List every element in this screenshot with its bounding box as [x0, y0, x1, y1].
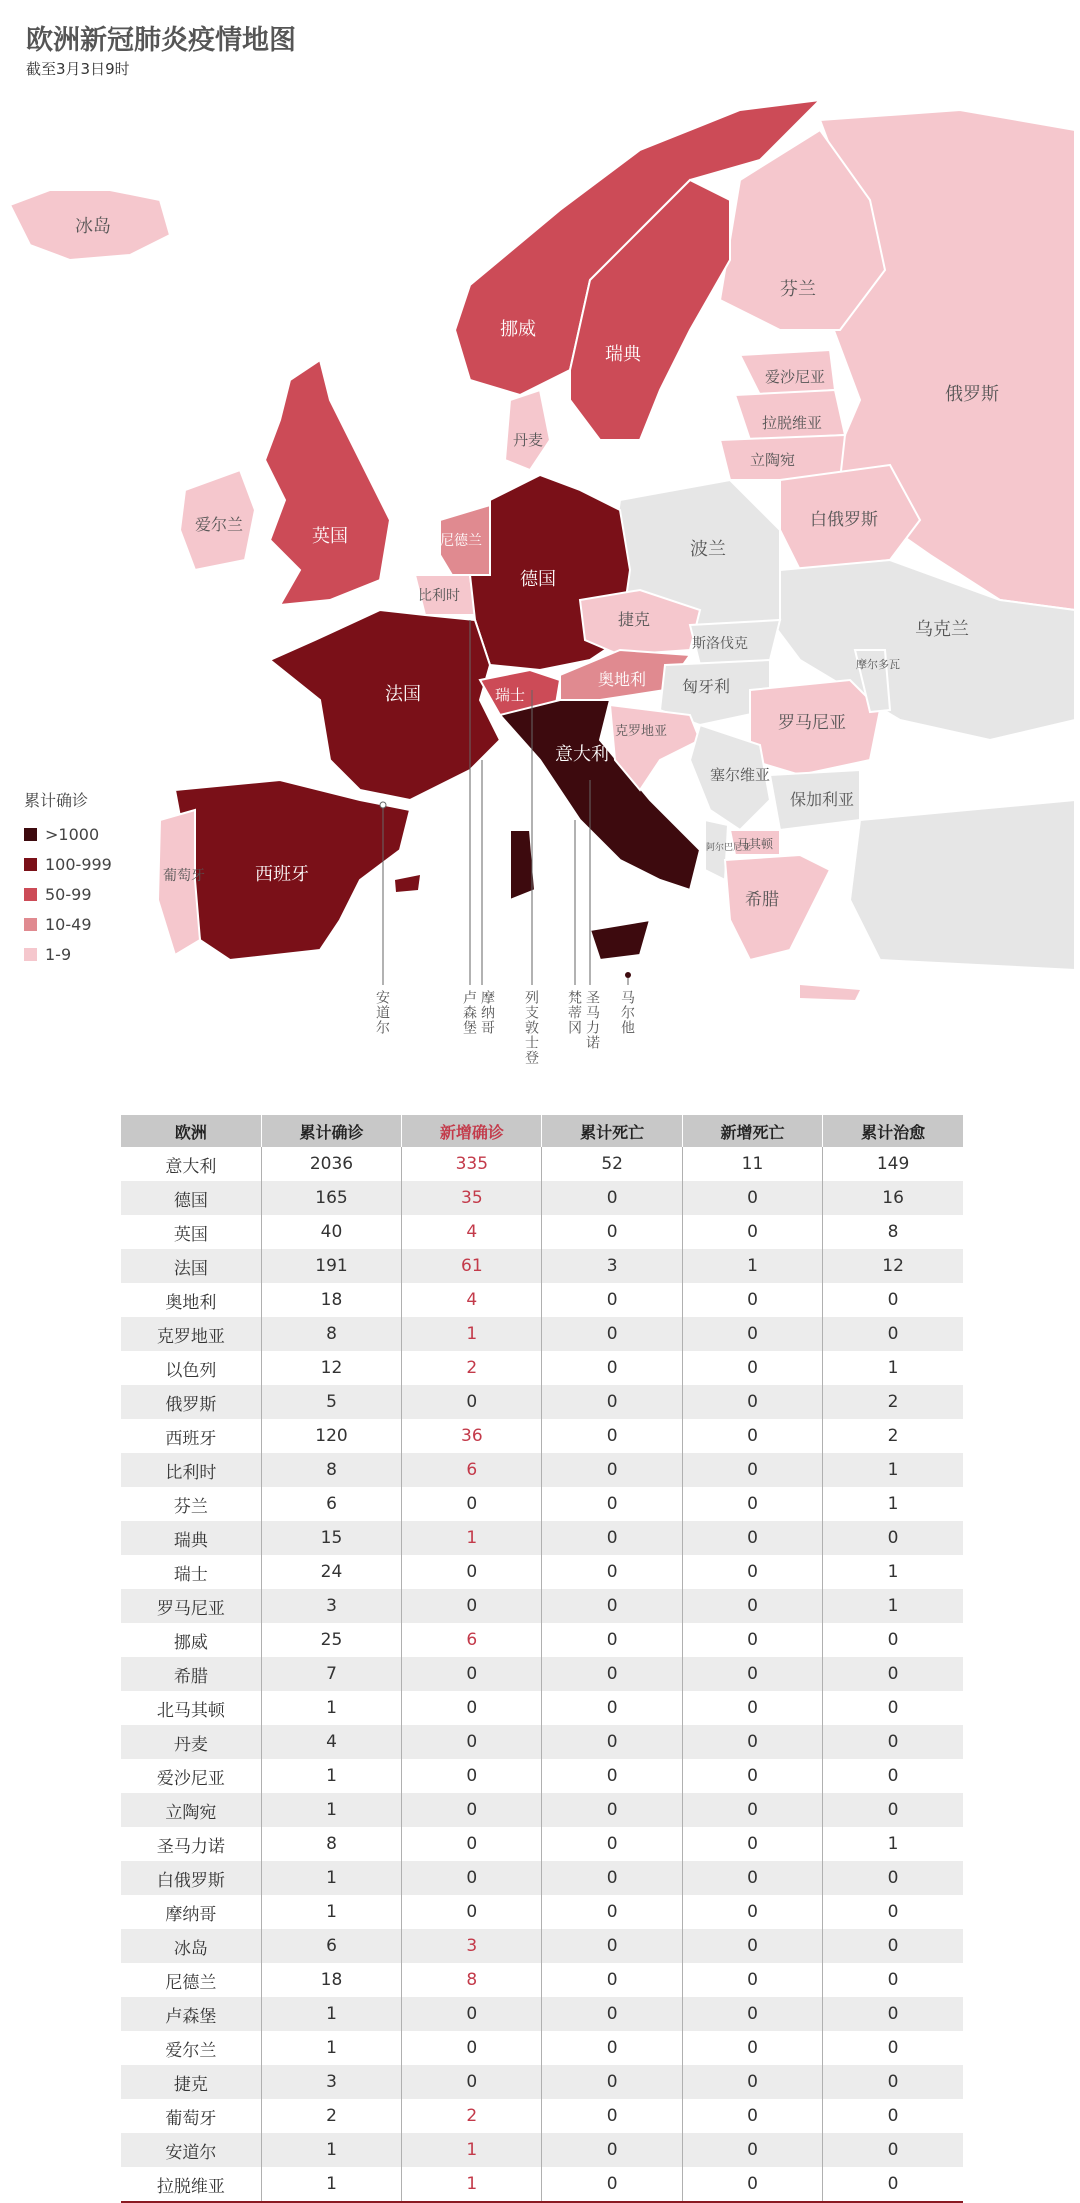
table-cell: 0	[402, 1895, 542, 1929]
table-cell: 0	[682, 1521, 822, 1555]
label-norway: 挪威	[500, 319, 536, 340]
col-header-total-confirmed: 累计确诊	[261, 1115, 401, 1147]
table-cell: 0	[542, 1419, 682, 1453]
table-row	[121, 1793, 963, 1827]
table-cell: 0	[887, 2106, 899, 2126]
legend-swatch	[24, 918, 37, 931]
table-row	[121, 1419, 963, 1453]
table-row	[121, 1691, 963, 1725]
table-cell: 0	[542, 2133, 682, 2167]
table-cell: 0	[542, 1929, 682, 1963]
callout-liechtenstein: 列支敦士登	[523, 990, 539, 1065]
label-moldova: 摩尔多瓦	[856, 658, 900, 671]
table-row	[121, 1147, 963, 1181]
table-cell: 0	[682, 1215, 822, 1249]
table-cell: 1	[261, 1895, 401, 1929]
table-cell: 0	[682, 1861, 822, 1895]
table-cell: 克罗地亚	[121, 1317, 261, 1351]
table-cell: 8	[261, 1317, 401, 1351]
table-cell: 丹麦	[121, 1725, 261, 1759]
table-cell: 0	[682, 2099, 822, 2133]
table-cell: 瑞士	[121, 1555, 261, 1589]
cases-table-wrap	[121, 1115, 963, 2203]
table-cell: 0	[542, 2031, 682, 2065]
table-row	[121, 1725, 963, 1759]
label-croatia: 克罗地亚	[615, 724, 668, 739]
table-cell: 0	[823, 1793, 963, 1827]
table-cell: 0	[682, 1793, 822, 1827]
table-cell: 0	[682, 1929, 822, 1963]
table-cell: 0	[823, 1657, 963, 1691]
table-cell: 0	[542, 1317, 682, 1351]
table-cell: 36	[402, 1419, 542, 1453]
legend-item-1000	[24, 819, 112, 849]
table-cell: 0	[542, 1827, 682, 1861]
table-row	[121, 1487, 963, 1521]
label-lithuania: 立陶宛	[750, 451, 796, 469]
table-cell: 0	[542, 1181, 682, 1215]
table-cell: 0	[823, 1317, 963, 1351]
label-romania: 罗马尼亚	[778, 713, 846, 733]
callout-vatican: 梵蒂冈	[566, 990, 582, 1035]
region-sicily	[590, 920, 650, 960]
table-row	[121, 1997, 963, 2031]
label-poland: 波兰	[690, 539, 726, 560]
label-belarus: 白俄罗斯	[810, 510, 878, 530]
table-cell: 1	[887, 1834, 899, 1854]
table-cell: 1	[261, 1793, 401, 1827]
table-cell: 1	[261, 1997, 401, 2031]
legend-item-100	[24, 849, 112, 879]
table-cell: 3	[261, 1589, 401, 1623]
table-cell: 0	[682, 2031, 822, 2065]
table-cell: 2	[823, 1385, 963, 1419]
table-cell: 2	[887, 1426, 899, 1446]
table-cell: 0	[402, 1759, 542, 1793]
table-row	[121, 1963, 963, 1997]
table-cell: 瑞典	[121, 1521, 261, 1555]
table-row	[121, 2099, 963, 2133]
table-cell: 罗马尼亚	[121, 1589, 261, 1623]
table-cell: 335	[402, 1147, 542, 1181]
callout-san-marino: 圣马力诺	[584, 990, 600, 1050]
table-cell: 0	[682, 1827, 822, 1861]
table-row	[121, 1521, 963, 1555]
table-cell: 法国	[121, 1249, 261, 1283]
label-albania: 阿尔巴尼亚	[706, 843, 752, 853]
label-slovakia: 斯洛伐克	[692, 636, 748, 652]
legend-title: 累计确诊	[24, 791, 89, 810]
table-cell: 0	[402, 2031, 542, 2065]
table-cell: 0	[823, 1929, 963, 1963]
table-cell: 爱尔兰	[121, 2031, 261, 2065]
label-portugal: 葡萄牙	[163, 868, 205, 884]
table-row	[121, 1929, 963, 1963]
label-sweden: 瑞典	[605, 344, 641, 365]
table-cell: 1	[261, 2031, 401, 2065]
table-cell: 0	[682, 1555, 822, 1589]
table-cell: 0	[402, 2065, 542, 2099]
table-cell: 3	[402, 1929, 542, 1963]
label-belgium: 比利时	[418, 588, 460, 604]
table-cell: 0	[682, 1623, 822, 1657]
table-cell: 0	[542, 1623, 682, 1657]
legend-label: 10-49	[45, 914, 92, 934]
table-cell: 以色列	[121, 1351, 261, 1385]
table-cell: 0	[542, 1691, 682, 1725]
table-cell: 0	[542, 1521, 682, 1555]
table-cell: 拉脱维亚	[121, 2167, 261, 2202]
table-cell: 0	[542, 1657, 682, 1691]
table-cell: 0	[682, 1453, 822, 1487]
table-cell: 0	[402, 1589, 542, 1623]
table-cell: 卢森堡	[121, 1997, 261, 2031]
legend-item-50	[24, 879, 112, 909]
table-cell: 8	[887, 1222, 899, 1242]
table-cell: 摩纳哥	[121, 1895, 261, 1929]
table-cell: 2	[261, 2099, 401, 2133]
table-row	[121, 1555, 963, 1589]
table-cell: 安道尔	[121, 2133, 261, 2167]
table-cell: 0	[887, 1698, 899, 1718]
table-cell: 1	[402, 2167, 542, 2202]
table-cell: 0	[542, 1589, 682, 1623]
table-cell: 0	[542, 1385, 682, 1419]
table-row	[121, 2133, 963, 2167]
page-title: 欧洲新冠肺炎疫情地图	[26, 25, 296, 56]
table-cell: 15	[261, 1521, 401, 1555]
table-cell: 0	[542, 1793, 682, 1827]
legend-swatch	[24, 858, 37, 871]
table-cell: 0	[823, 2065, 963, 2099]
table-cell: 0	[887, 1630, 899, 1650]
table-cell: 52	[542, 1147, 682, 1181]
callout-malta: 马尔他	[619, 990, 635, 1035]
table-cell: 3	[261, 2065, 401, 2099]
col-header-region: 欧洲	[121, 1115, 261, 1147]
table-cell: 0	[682, 1725, 822, 1759]
region-balearic	[395, 875, 420, 892]
label-austria: 奥地利	[598, 670, 647, 689]
table-cell: 0	[823, 1521, 963, 1555]
table-cell: 1	[261, 1691, 401, 1725]
table-cell: 0	[823, 2133, 963, 2167]
table-cell: 0	[542, 1861, 682, 1895]
table-row	[121, 1453, 963, 1487]
legend-label: 100-999	[45, 854, 112, 874]
region-turkey	[850, 800, 1075, 970]
table-cell: 俄罗斯	[121, 1385, 261, 1419]
table-cell: 12	[823, 1249, 963, 1283]
label-russia: 俄罗斯	[945, 384, 999, 405]
label-hungary: 匈牙利	[682, 677, 731, 696]
table-cell: 0	[682, 1317, 822, 1351]
table-row	[121, 1623, 963, 1657]
table-cell: 0	[542, 1997, 682, 2031]
region-uk	[265, 360, 390, 605]
table-cell: 0	[402, 1997, 542, 2031]
label-bulgaria: 保加利亚	[790, 790, 855, 809]
table-cell: 德国	[121, 1181, 261, 1215]
table-cell: 0	[682, 1181, 822, 1215]
table-cell: 西班牙	[121, 1419, 261, 1453]
table-cell: 0	[887, 1970, 899, 1990]
table-row	[121, 1215, 963, 1249]
table-cell: 意大利	[121, 1147, 261, 1181]
table-cell: 120	[261, 1419, 401, 1453]
table-cell: 25	[261, 1623, 401, 1657]
table-cell: 立陶宛	[121, 1793, 261, 1827]
table-cell: 1	[261, 2133, 401, 2167]
table-cell: 0	[542, 1453, 682, 1487]
table-cell: 1	[402, 1317, 542, 1351]
table-cell: 0	[823, 1861, 963, 1895]
table-cell: 1	[823, 1453, 963, 1487]
europe-map	[0, 80, 1080, 1080]
table-row	[121, 1895, 963, 1929]
table-cell: 61	[402, 1249, 542, 1283]
table-cell: 8	[261, 1827, 401, 1861]
table-cell: 6	[402, 1453, 542, 1487]
region-sardinia	[510, 830, 535, 900]
table-row	[121, 1657, 963, 1691]
callout-luxembourg: 卢森堡	[461, 990, 477, 1035]
table-cell: 0	[682, 1657, 822, 1691]
andorra-marker	[380, 802, 386, 808]
col-header-new-confirmed: 新增确诊	[402, 1115, 542, 1147]
table-cell: 0	[402, 1725, 542, 1759]
table-cell: 0	[542, 1215, 682, 1249]
label-italy: 意大利	[555, 744, 609, 765]
legend-swatch	[24, 948, 37, 961]
legend-label: >1000	[45, 824, 100, 844]
table-cell: 芬兰	[121, 1487, 261, 1521]
legend-item-1	[24, 939, 112, 969]
table-row	[121, 1759, 963, 1793]
table-cell: 0	[887, 1290, 899, 1310]
table-cell: 0	[682, 1419, 822, 1453]
table-cell: 葡萄牙	[121, 2099, 261, 2133]
label-ukraine: 乌克兰	[915, 619, 969, 640]
table-cell: 149	[876, 1154, 910, 1174]
label-germany: 德国	[520, 569, 556, 590]
callout-monaco: 摩纳哥	[479, 990, 495, 1035]
table-cell: 0	[542, 1283, 682, 1317]
table-cell: 1	[682, 1249, 822, 1283]
callout-andorra: 安道尔	[374, 990, 390, 1035]
table-row	[121, 1317, 963, 1351]
label-netherlands: 尼德兰	[440, 533, 482, 549]
table-cell: 0	[542, 2167, 682, 2202]
table-cell: 1	[261, 1861, 401, 1895]
table-cell: 1	[402, 2133, 542, 2167]
table-row	[121, 2167, 963, 2202]
label-switzerland: 瑞士	[495, 686, 526, 704]
table-header-row	[121, 1115, 963, 1147]
table-cell: 1	[887, 1562, 899, 1582]
table-cell: 0	[402, 1657, 542, 1691]
table-cell: 0	[402, 1861, 542, 1895]
table-cell: 0	[823, 1997, 963, 2031]
table-cell: 0	[682, 1963, 822, 1997]
table-cell: 8	[261, 1453, 401, 1487]
table-row	[121, 1861, 963, 1895]
label-estonia: 爱沙尼亚	[765, 368, 826, 386]
label-denmark: 丹麦	[513, 431, 544, 449]
label-latvia: 拉脱维亚	[762, 414, 823, 432]
table-cell: 0	[682, 1895, 822, 1929]
table-cell: 0	[542, 2065, 682, 2099]
table-cell: 爱沙尼亚	[121, 1759, 261, 1793]
region-denmark	[505, 390, 550, 470]
table-cell: 0	[402, 1691, 542, 1725]
table-cell: 18	[261, 1963, 401, 1997]
table-cell: 0	[682, 1759, 822, 1793]
region-malta	[625, 972, 631, 978]
table-row	[121, 1589, 963, 1623]
table-row	[121, 1181, 963, 1215]
label-spain: 西班牙	[255, 864, 309, 885]
table-cell: 5	[261, 1385, 401, 1419]
label-serbia: 塞尔维亚	[710, 766, 771, 784]
table-cell: 北马其顿	[121, 1691, 261, 1725]
table-cell: 4	[402, 1215, 542, 1249]
table-cell: 0	[402, 1827, 542, 1861]
legend-item-10	[24, 909, 112, 939]
table-cell: 挪威	[121, 1623, 261, 1657]
table-cell: 191	[261, 1249, 401, 1283]
table-cell: 2036	[261, 1147, 401, 1181]
table-cell: 1	[402, 1521, 542, 1555]
table-cell: 希腊	[121, 1657, 261, 1691]
table-cell: 0	[682, 2133, 822, 2167]
table-cell: 0	[542, 2099, 682, 2133]
table-cell: 6	[402, 1623, 542, 1657]
table-cell: 35	[402, 1181, 542, 1215]
table-row	[121, 2065, 963, 2099]
table-cell: 0	[542, 1555, 682, 1589]
table-cell: 白俄罗斯	[121, 1861, 261, 1895]
table-cell: 0	[887, 2038, 899, 2058]
legend-label: 50-99	[45, 884, 92, 904]
table-cell: 4	[402, 1283, 542, 1317]
col-header-total-deaths: 累计死亡	[542, 1115, 682, 1147]
label-ireland: 爱尔兰	[195, 515, 244, 534]
label-czech: 捷克	[618, 610, 651, 629]
table-cell: 0	[682, 1487, 822, 1521]
table-cell: 0	[682, 2167, 822, 2202]
table-cell: 冰岛	[121, 1929, 261, 1963]
table-cell: 尼德兰	[121, 1963, 261, 1997]
table-cell: 0	[402, 1555, 542, 1589]
table-cell: 12	[261, 1351, 401, 1385]
table-body	[121, 1147, 963, 2202]
table-cell: 0	[887, 1902, 899, 1922]
table-cell: 比利时	[121, 1453, 261, 1487]
table-cell: 0	[542, 1351, 682, 1385]
label-finland: 芬兰	[780, 279, 816, 300]
table-cell: 1	[887, 1494, 899, 1514]
region-france	[270, 610, 500, 800]
table-cell: 0	[682, 1283, 822, 1317]
table-cell: 0	[402, 1487, 542, 1521]
table-cell: 0	[682, 1351, 822, 1385]
table-cell: 6	[261, 1929, 401, 1963]
legend-swatch	[24, 888, 37, 901]
table-row	[121, 2031, 963, 2065]
table-cell: 0	[682, 1997, 822, 2031]
table-cell: 1	[887, 1358, 899, 1378]
table-cell: 6	[261, 1487, 401, 1521]
table-cell: 0	[823, 2167, 963, 2202]
table-cell: 2	[402, 2099, 542, 2133]
table-cell: 40	[261, 1215, 401, 1249]
col-header-new-deaths: 新增死亡	[682, 1115, 822, 1147]
table-cell: 0	[682, 1691, 822, 1725]
table-cell: 0	[542, 1963, 682, 1997]
label-north-macedonia: 马其顿	[737, 837, 774, 851]
label-iceland: 冰岛	[75, 216, 111, 237]
region-crete	[800, 985, 860, 1000]
table-cell: 16	[823, 1181, 963, 1215]
table-cell: 1	[261, 2167, 401, 2202]
table-row	[121, 1351, 963, 1385]
table-row	[121, 1385, 963, 1419]
table-cell: 0	[682, 1385, 822, 1419]
table-cell: 捷克	[121, 2065, 261, 2099]
table-cell: 0	[542, 1487, 682, 1521]
legend-swatch	[24, 828, 37, 841]
table-row	[121, 1249, 963, 1283]
table-row	[121, 1283, 963, 1317]
table-cell: 0	[823, 1725, 963, 1759]
table-cell: 3	[542, 1249, 682, 1283]
table-cell: 7	[261, 1657, 401, 1691]
table-cell: 8	[402, 1963, 542, 1997]
legend-label: 1-9	[45, 944, 72, 964]
cases-table	[121, 1115, 963, 2203]
label-uk: 英国	[312, 526, 348, 547]
table-cell: 圣马力诺	[121, 1827, 261, 1861]
table-cell: 18	[261, 1283, 401, 1317]
table-cell: 0	[542, 1759, 682, 1793]
table-cell: 奥地利	[121, 1283, 261, 1317]
table-cell: 0	[402, 1793, 542, 1827]
label-france: 法国	[385, 684, 421, 705]
table-cell: 11	[682, 1147, 822, 1181]
map-legend	[24, 788, 112, 969]
table-cell: 24	[261, 1555, 401, 1589]
table-cell: 0	[542, 1725, 682, 1759]
table-cell: 0	[542, 1895, 682, 1929]
table-cell: 1	[261, 1759, 401, 1793]
page-subtitle: 截至3月3日9时	[26, 60, 130, 78]
table-cell: 英国	[121, 1215, 261, 1249]
table-cell: 0	[887, 1766, 899, 1786]
table-cell: 0	[402, 1385, 542, 1419]
table-cell: 1	[823, 1589, 963, 1623]
table-cell: 4	[261, 1725, 401, 1759]
col-header-total-recovered: 累计治愈	[823, 1115, 963, 1147]
table-cell: 0	[682, 2065, 822, 2099]
label-greece: 希腊	[745, 890, 779, 910]
table-cell: 0	[682, 1589, 822, 1623]
table-cell: 165	[261, 1181, 401, 1215]
table-cell: 2	[402, 1351, 542, 1385]
table-row	[121, 1827, 963, 1861]
